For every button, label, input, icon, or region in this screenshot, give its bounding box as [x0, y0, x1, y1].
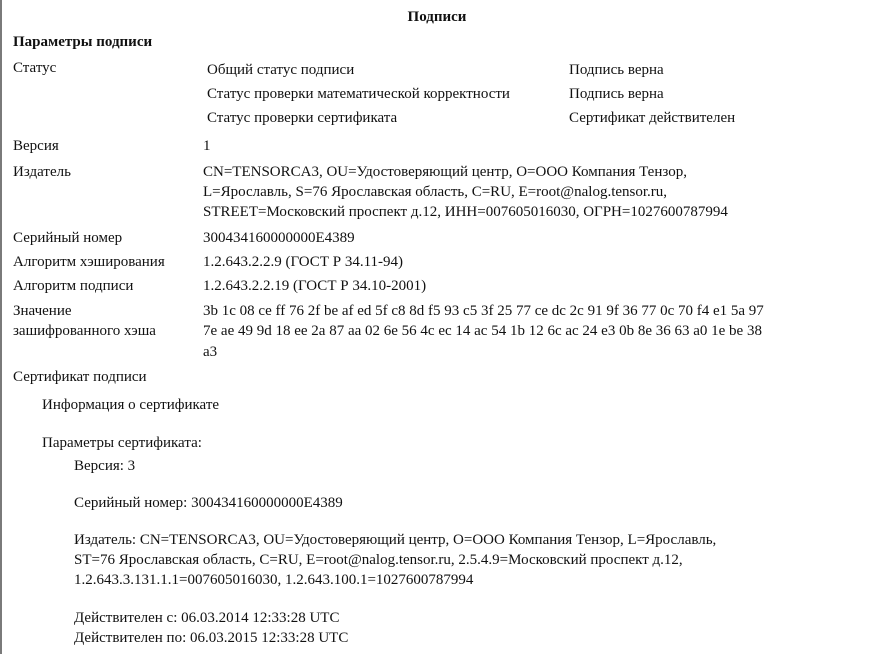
- status-item-name: Статус проверки сертификата: [207, 110, 398, 126]
- certificate-valid-to: Действителен по: 06.03.2015 12:33:28 UTC: [74, 630, 349, 646]
- left-border: [0, 0, 2, 654]
- certificate-params-title: Параметры сертификата:: [42, 435, 202, 451]
- status-item-value: Сертификат действителен: [569, 110, 736, 126]
- page-title: Подписи: [407, 9, 467, 25]
- encrypted-hash-label: зашифрованного хэша: [13, 323, 156, 339]
- status-item-name: Статус проверки математической корректности: [207, 86, 510, 102]
- serial-label: Серийный номер: [13, 230, 123, 246]
- encrypted-hash-line: 7e ae 49 9d 18 ee 2a 87 aa 02 6e 56 4c ec 14 ac 54 1b 12 6c ac 24 e3 0b 8e 36 63 a0 1e be 38: [203, 323, 762, 339]
- certificate-serial: Серийный номер: 300434160000000E4389: [74, 495, 343, 511]
- encrypted-hash-label: Значение: [13, 303, 72, 319]
- issuer-line: CN=TENSORCA3, OU=Удостоверяющий центр, O=ООО Компания Тензор,: [203, 164, 687, 180]
- certificate-label: Сертификат подписи: [13, 369, 147, 385]
- issuer-line: STREET=Московский проспект д.12, ИНН=007605016030, ОГРН=1027600787994: [203, 204, 728, 220]
- status-label: Статус: [13, 60, 57, 76]
- signature-algorithm-label: Алгоритм подписи: [13, 278, 134, 294]
- status-item-value: Подпись верна: [569, 86, 664, 102]
- section-title: Параметры подписи: [13, 34, 153, 50]
- encrypted-hash-line: a3: [203, 344, 218, 360]
- serial-value: 300434160000000E4389: [203, 230, 355, 246]
- status-item-value: Подпись верна: [569, 62, 664, 78]
- certificate-issuer-line: Издатель: CN=TENSORCA3, OU=Удостоверяющий центр, O=ООО Компания Тензор, L=Ярославль,: [74, 532, 717, 548]
- status-item-name: Общий статус подписи: [207, 62, 355, 78]
- version-label: Версия: [13, 138, 59, 154]
- version-value: 1: [203, 138, 211, 154]
- certificate-version: Версия: 3: [74, 458, 136, 474]
- certificate-valid-from: Действителен с: 06.03.2014 12:33:28 UTC: [74, 610, 340, 626]
- hash-algorithm-label: Алгоритм хэширования: [13, 254, 165, 270]
- certificate-issuer-line: ST=76 Ярославская область, C=RU, E=root@nalog.tensor.ru, 2.5.4.9=Московский проспект д.12,: [74, 552, 683, 568]
- certificate-info-title: Информация о сертификате: [42, 397, 220, 413]
- encrypted-hash-line: 3b 1c 08 ce ff 76 2f be af ed 5f c8 8d f5 93 c5 3f 25 77 ce dc 2c 91 9f 36 77 0c 70 f4 e1 5a 97: [203, 303, 764, 319]
- hash-algorithm-value: 1.2.643.2.2.9 (ГОСТ Р 34.11-94): [203, 254, 404, 270]
- certificate-issuer-line: 1.2.643.3.131.1.1=007605016030, 1.2.643.100.1=1027600787994: [74, 572, 474, 588]
- signature-algorithm-value: 1.2.643.2.2.19 (ГОСТ Р 34.10-2001): [203, 278, 427, 294]
- issuer-label: Издатель: [13, 164, 71, 180]
- issuer-line: L=Ярославль, S=76 Ярославская область, C=RU, E=root@nalog.tensor.ru,: [203, 184, 668, 200]
